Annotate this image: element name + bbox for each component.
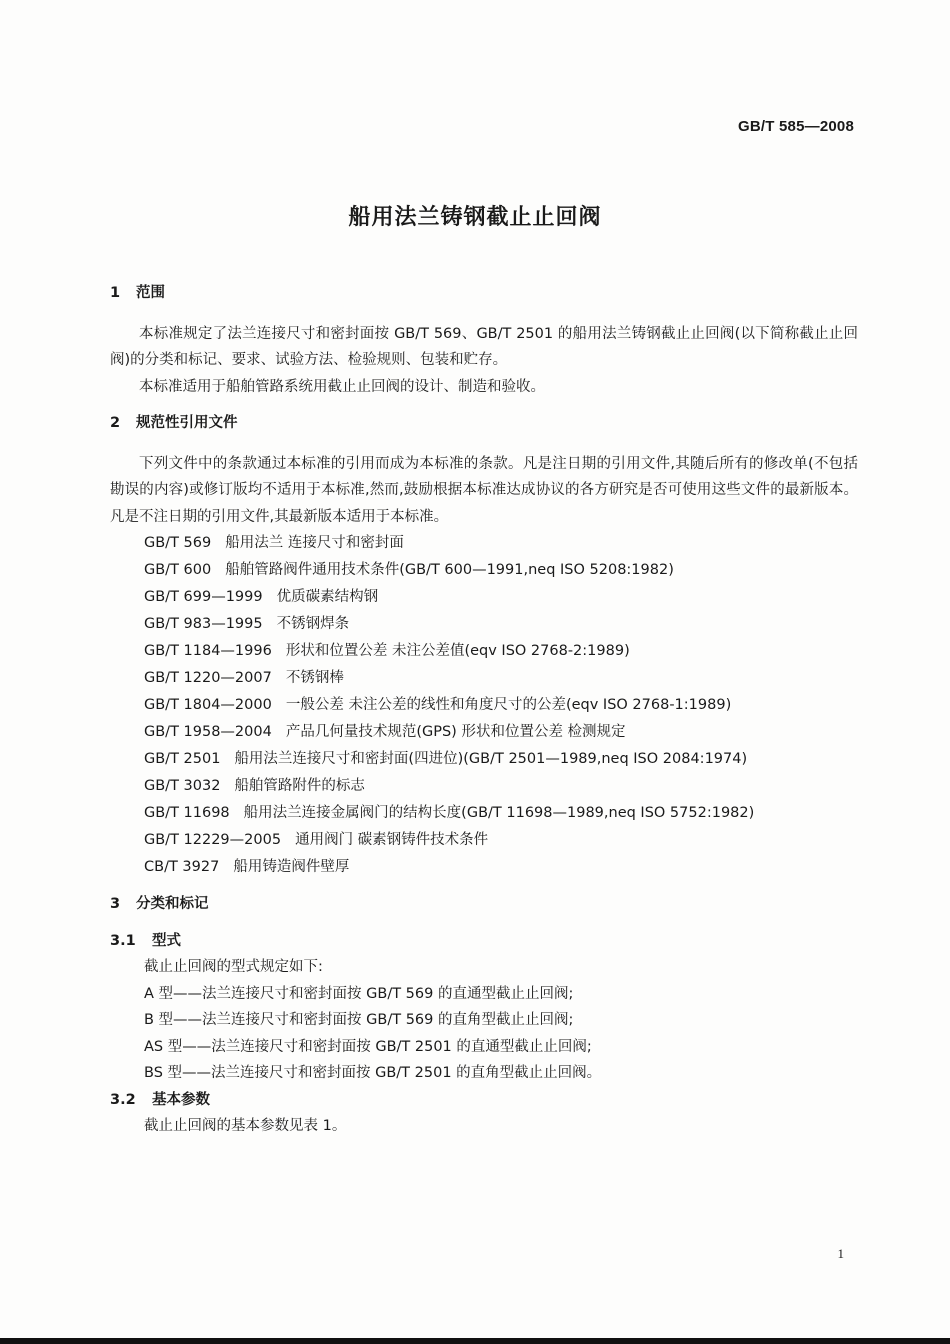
reference-title: 船用法兰连接尺寸和密封面(四进位)(GB/T 2501—1989,neq ISO 2084:1974) (234, 751, 748, 767)
scan-edge (0, 1338, 950, 1344)
section-2-heading (110, 410, 858, 437)
reference-title: 不锈钢棒 (285, 670, 344, 686)
subsection-number: 3.2 (110, 1091, 136, 1108)
reference-item (110, 773, 858, 800)
reference-code: GB/T 1804—2000 (144, 697, 272, 713)
subsection-title: 基本参数 (152, 1091, 210, 1108)
reference-item (110, 584, 858, 611)
subsection-title: 型式 (152, 932, 181, 949)
reference-code: GB/T 600 (144, 562, 212, 578)
reference-title: 产品几何量技术规范(GPS) 形状和位置公差 检测规定 (285, 724, 626, 740)
reference-item (110, 611, 858, 638)
subsection-number: 3.1 (110, 932, 136, 949)
reference-item (110, 665, 858, 692)
reference-title: 不锈钢焊条 (276, 616, 350, 632)
document-body (110, 280, 858, 1140)
reference-item (110, 800, 858, 827)
section-1-heading (110, 280, 858, 307)
types-lead: 截止止回阀的型式规定如下: (144, 959, 323, 975)
type-item: B 型——法兰连接尺寸和密封面按 GB/T 569 的直角型截止止回阀; (144, 1012, 574, 1028)
page-number: 1 (837, 1246, 844, 1261)
reference-item (110, 530, 858, 557)
type-item: BS 型——法兰连接尺寸和密封面按 GB/T 2501 的直角型截止止回阀。 (144, 1065, 602, 1081)
type-item: A 型——法兰连接尺寸和密封面按 GB/T 569 的直通型截止止回阀; (144, 985, 574, 1002)
reference-title: 船舶管路附件的标志 (234, 778, 365, 794)
reference-title: 通用阀门 碳素钢铸件技术条件 (295, 832, 489, 848)
reference-code: GB/T 2501 (144, 751, 221, 767)
type-list (110, 981, 858, 1087)
reference-code: GB/T 11698 (144, 805, 230, 821)
section-title: 分类和标记 (136, 896, 209, 912)
reference-code: GB/T 983—1995 (144, 616, 263, 632)
reference-item (110, 557, 858, 584)
section-number: 1 (110, 285, 121, 301)
reference-title: 形状和位置公差 未注公差值(eqv ISO 2768-2:1989) (285, 643, 630, 659)
reference-item (110, 638, 858, 665)
section-title: 规范性引用文件 (136, 415, 238, 431)
reference-title: 优质碳素结构钢 (276, 589, 379, 605)
reference-item (110, 746, 858, 773)
reference-code: GB/T 1958—2004 (144, 724, 272, 740)
reference-code: GB/T 1220—2007 (144, 670, 272, 686)
reference-list (110, 530, 858, 881)
reference-title: 船用铸造阀件壁厚 (233, 859, 350, 875)
type-item: AS 型——法兰连接尺寸和密封面按 GB/T 2501 的直通型截止止回阀; (144, 1038, 592, 1055)
references-intro: 下列文件中的条款通过本标准的引用而成为本标准的条款。凡是注日期的引用文件,其随后所有的修改单(不包括勘误的内容)或修订版均不适用于本标准,然而,鼓励根据本标准达成协议的各方研究是否可使用这些文件的最新版本。凡是不注日期的引用文件,其最新版本适用于本标准。 (110, 455, 858, 525)
section-3-heading (110, 891, 858, 918)
reference-item (110, 854, 858, 881)
subsection-3-1-heading (110, 928, 858, 955)
reference-code: GB/T 3032 (144, 778, 221, 794)
reference-title: 船用法兰连接金属阀门的结构长度(GB/T 11698—1989,neq ISO 5752:1982) (243, 805, 755, 821)
document-title: 船用法兰铸钢截止止回阀 (348, 205, 602, 230)
reference-item (110, 692, 858, 719)
reference-code: CB/T 3927 (144, 859, 220, 875)
subsection-3-2-heading (110, 1087, 858, 1114)
reference-title: 船用法兰 连接尺寸和密封面 (225, 535, 404, 551)
reference-code: GB/T 12229—2005 (144, 832, 282, 848)
section-number: 2 (110, 415, 121, 431)
section-title: 范围 (136, 285, 165, 301)
standard-code: GB/T 585—2008 (738, 118, 854, 135)
reference-code: GB/T 699—1999 (144, 589, 263, 605)
reference-code: GB/T 569 (144, 535, 212, 551)
scope-paragraph-1: 本标准规定了法兰连接尺寸和密封面按 GB/T 569、GB/T 2501 的船用法兰铸钢截止止回阀(以下简称截止止回阀)的分类和标记、要求、试验方法、检验规则、包装和贮存。 (110, 325, 858, 368)
section-number: 3 (110, 896, 121, 912)
reference-title: 一般公差 未注公差的线性和角度尺寸的公差(eqv ISO 2768-1:1989) (285, 697, 732, 713)
reference-item (110, 719, 858, 746)
reference-title: 船舶管路阀件通用技术条件(GB/T 600—1991,neq ISO 5208:1982) (225, 562, 674, 578)
reference-item (110, 827, 858, 854)
reference-code: GB/T 1184—1996 (144, 643, 272, 659)
basic-parameters-text: 截止止回阀的基本参数见表 1。 (144, 1118, 347, 1134)
scope-paragraph-2: 本标准适用于船舶管路系统用截止止回阀的设计、制造和验收。 (139, 378, 545, 395)
